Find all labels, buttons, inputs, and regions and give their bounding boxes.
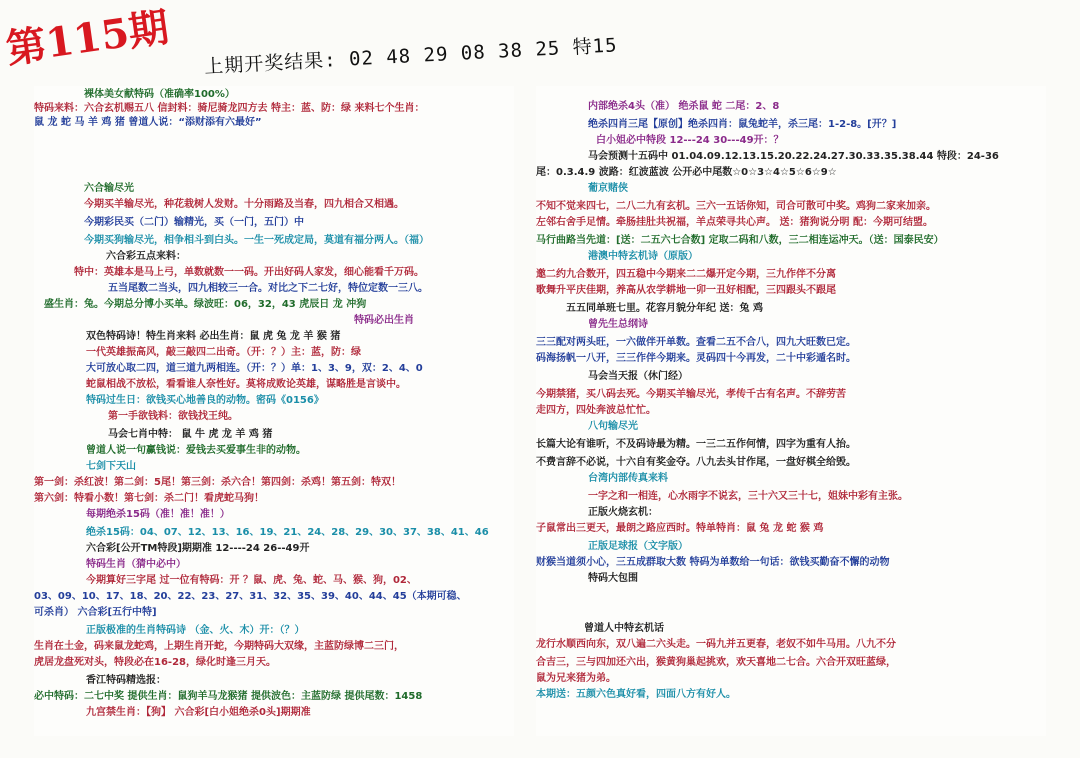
issue-number: 第115期 bbox=[3, 3, 172, 74]
text-line: 正版火烧玄机： bbox=[588, 507, 658, 518]
text-line: 绝杀四肖三尾【原创】绝杀四肖：鼠兔蛇羊，杀三尾：1-2-8。[开？] bbox=[588, 119, 897, 130]
text-line: 子鼠常出三更天，最朗之路应西时。特单特肖：鼠 兔 龙 蛇 猴 鸡 bbox=[536, 523, 824, 534]
text-line: 鼠为兄来猪为弟。 bbox=[536, 673, 616, 684]
text-line: 虎居龙盘死对头，特段必在16-28，绿化时逢三月天。 bbox=[34, 657, 276, 668]
text-line: 今期买狗输尽光，相争相斗到白头。一生一死成定局，莫道有福分两人。（福） bbox=[84, 235, 429, 246]
text-line: 正版极准的生肖特码诗 （金、火、木）开：（？） bbox=[86, 625, 305, 636]
text-line: 五当尾数二当头，四九相较三一合。对比之下二七好，特位定数一三八。 bbox=[108, 283, 428, 294]
text-line: 合吉三，三与四加还六出，猴黄狗巢起挑欢，欢天喜地二七合。六合开双旺蓝绿， bbox=[536, 657, 896, 668]
text-line: 可杀肖） 六合彩[五行中特] bbox=[34, 607, 157, 618]
text-line: 今期买羊输尽光，种花栽树人发财。十分雨路及当春，四九相合又相遇。 bbox=[84, 199, 404, 210]
text-line: 曾道人中特玄机话 bbox=[584, 623, 664, 634]
text-line: 特码来料：六合玄机赐五八 信封料：骑尼骑龙四方去 特主：蓝、防：绿 来料七个生肖： bbox=[34, 103, 425, 114]
text-line: 鼠 龙 蛇 马 羊 鸡 猪 曾道人说：“添财添有六最好” bbox=[34, 117, 262, 128]
text-line: 特码必出生肖 bbox=[354, 315, 414, 326]
text-line: 财猴当道须小心，三五成群取大数 特码为单数给一句话：欲钱买勤奋不懈的动物 bbox=[536, 557, 890, 568]
text-line: 邀二约九合数开，四五稳中今期来二二爆开定今期，三九作伴不分离 bbox=[536, 269, 836, 280]
text-line: 一代英雄振高风，敲三敲四二出奇。（开：？）主：蓝，防：绿 bbox=[86, 347, 361, 358]
text-line: 六合彩五点来料： bbox=[106, 251, 186, 262]
text-line: 生肖在土金，码来鼠龙蛇鸡，上期生肖开蛇，今期特码大双缘，主蓝防绿博二三门， bbox=[34, 641, 404, 652]
text-line: 第六剑：特看小数！第七剑：杀二门！看虎蛇马狗！ bbox=[34, 493, 264, 504]
text-line: 内部绝杀4头（准） 绝杀鼠 蛇 二尾：2、8 bbox=[588, 101, 780, 112]
text-line: 六合彩[公开TM特段]期期准 12----24 26--49开 bbox=[86, 543, 310, 554]
text-line: 裸体美女献特码（准确率100%） bbox=[84, 89, 235, 100]
text-line: 左邻右舍手足情。牵肠挂肚共祝福，羊点荣寻共心声。 送：猪狗说分明 配：今期可结盟。 bbox=[536, 217, 933, 228]
text-line: 不费言辞不必说，十六自有奖金夺。八九去头甘作尾，一盘好棋全给毁。 bbox=[536, 457, 856, 468]
last-draw-result: 上期开奖结果: 02 48 29 08 38 25 特15 bbox=[203, 34, 619, 79]
text-line: 七剑下天山 bbox=[86, 461, 136, 472]
text-line: 必中特码：二七中奖 提供生肖：鼠狗羊马龙猴猪 提供波色：主蓝防绿 提供尾数：1458 bbox=[34, 691, 423, 702]
text-line: 不知不觉来四七，二八二九有玄机。三六一五话你知，司合可散可中奖。鸡狗二家来加亲。 bbox=[536, 201, 936, 212]
text-line: 第一手欲钱料：欲钱找王纯。 bbox=[108, 411, 238, 422]
text-line: 八句输尽光 bbox=[588, 421, 638, 432]
text-line: 正版足球报（文字版） bbox=[588, 541, 688, 552]
text-line: 一字之和一相连，心水雨字不说玄，三十六又三十七，姐妹中彩有主张。 bbox=[588, 491, 908, 502]
text-line: 第一剑：杀红波！第二剑：5尾！第三剑：杀六合！第四剑：杀鸡！第五剑：特双！ bbox=[34, 477, 401, 488]
text-line: 每期绝杀15码（准！准！准！） bbox=[86, 509, 230, 520]
text-line: 三三配对两头旺，一六做伴开单数。查看二五不合八，四九大旺数已定。 bbox=[536, 337, 856, 348]
text-line: 长篇大论有谁听，不及码诗最为精。一三二五作何情，四字为重有人抬。 bbox=[536, 439, 856, 450]
text-line: 绝杀15码：04、07、12、13、16、19、21、24、28、29、30、37、38、41、46 bbox=[86, 527, 489, 538]
text-line: 今期算好三字尾 过一位有特码：开 ？鼠、虎、兔、蛇、马、猴、狗，02、 bbox=[86, 575, 417, 586]
text-line: 特码过生日：欲钱买心地善良的动物。密码《0156》 bbox=[86, 395, 324, 406]
left-column bbox=[34, 86, 514, 736]
text-line: 香江特码精选报： bbox=[86, 675, 166, 686]
text-line: 今期彩民买（二门）输精光，买（一门，五门）中 bbox=[84, 217, 304, 228]
text-line: 码海扬帆一八开，三三作伴今期来。灵码四十今再发，二十中彩遁名时。 bbox=[536, 353, 856, 364]
text-line: 歌舞升平庆佳期，养高从农学耕地一卯一丑好相配，三四跟头不跟尾 bbox=[536, 285, 836, 296]
text-line: 本期送：五颜六色真好看，四面八方有好人。 bbox=[536, 689, 736, 700]
text-line: 六合输尽光 bbox=[84, 183, 134, 194]
text-line: 葡京赌侠 bbox=[588, 183, 628, 194]
text-line: 特码生肖（猜中必中） bbox=[86, 559, 186, 570]
text-line: 港澳中特玄机诗（原版） bbox=[588, 251, 698, 262]
text-line: 马会七肖中特： 鼠 牛 虎 龙 羊 鸡 猪 bbox=[108, 429, 273, 440]
text-line: 蛇鼠相战不放松，看看谁人奈性好。莫将成败论英雄，谋略胜是言谈中。 bbox=[86, 379, 406, 390]
text-line: 特码大包围 bbox=[588, 573, 638, 584]
right-column bbox=[536, 86, 1046, 736]
text-line: 双色特码诗！特生肖来料 必出生肖：鼠 虎 兔 龙 羊 猴 猪 bbox=[86, 331, 341, 342]
text-line: 五五同单班七里。花容月貌分年纪 送：兔 鸡 bbox=[566, 303, 763, 314]
text-line: 大可放心取二四，道三道九两相连。（开：？）单：1、3、9，双：2、4、0 bbox=[86, 363, 423, 374]
text-line: 走四方，四处奔波总忙忙。 bbox=[536, 405, 656, 416]
text-line: 马会当天报（休门经） bbox=[588, 371, 688, 382]
text-line: 白小姐必中特段 12---24 30---49开：？ bbox=[596, 135, 784, 146]
text-line: 03、09、10、17、18、20、22、23、27、31、32、35、39、40、44、45（本期可稳、 bbox=[34, 591, 467, 602]
text-line: 今期禁猪，买八码去死。今期买羊输尽光，孝传千古有名声。不辞劳苦 bbox=[536, 389, 846, 400]
text-line: 马会预测十五码中 01.04.09.12.13.15.20.22.24.27.30.33.35.38.44 特段：24-36 bbox=[588, 151, 999, 162]
text-line: 盛生肖：兔。今期总分博小买单。绿波旺：06，32，43 虎辰日 龙 冲狗 bbox=[44, 299, 367, 310]
text-line: 曾先生总纲诗 bbox=[588, 319, 648, 330]
text-line: 九宫禁生肖：【狗】 六合彩[白小姐绝杀0头]期期准 bbox=[86, 707, 311, 718]
text-line: 龙行水顺西向东，双八遍二六头走。一码九并五更春，老奴不如牛马用。八九不分 bbox=[536, 639, 896, 650]
text-line: 曾道人说一句赢钱说：爱钱去买爱事生非的动物。 bbox=[86, 445, 306, 456]
text-line: 尾：0.3.4.9 波路：红波蓝波 公开必中尾数☆0☆3☆4☆5☆6☆9☆ bbox=[536, 167, 837, 178]
text-line: 特中：英雄本是马上弓，单数就数一一码。开出好码人家发，细心能看千万码。 bbox=[74, 267, 424, 278]
text-line: 马行曲路当先道：[送：二五六七合数] 定取二码和八数，三二相连运冲天。（送：国泰民安） bbox=[536, 235, 944, 246]
text-line: 台湾内部传真来料 bbox=[588, 473, 668, 484]
